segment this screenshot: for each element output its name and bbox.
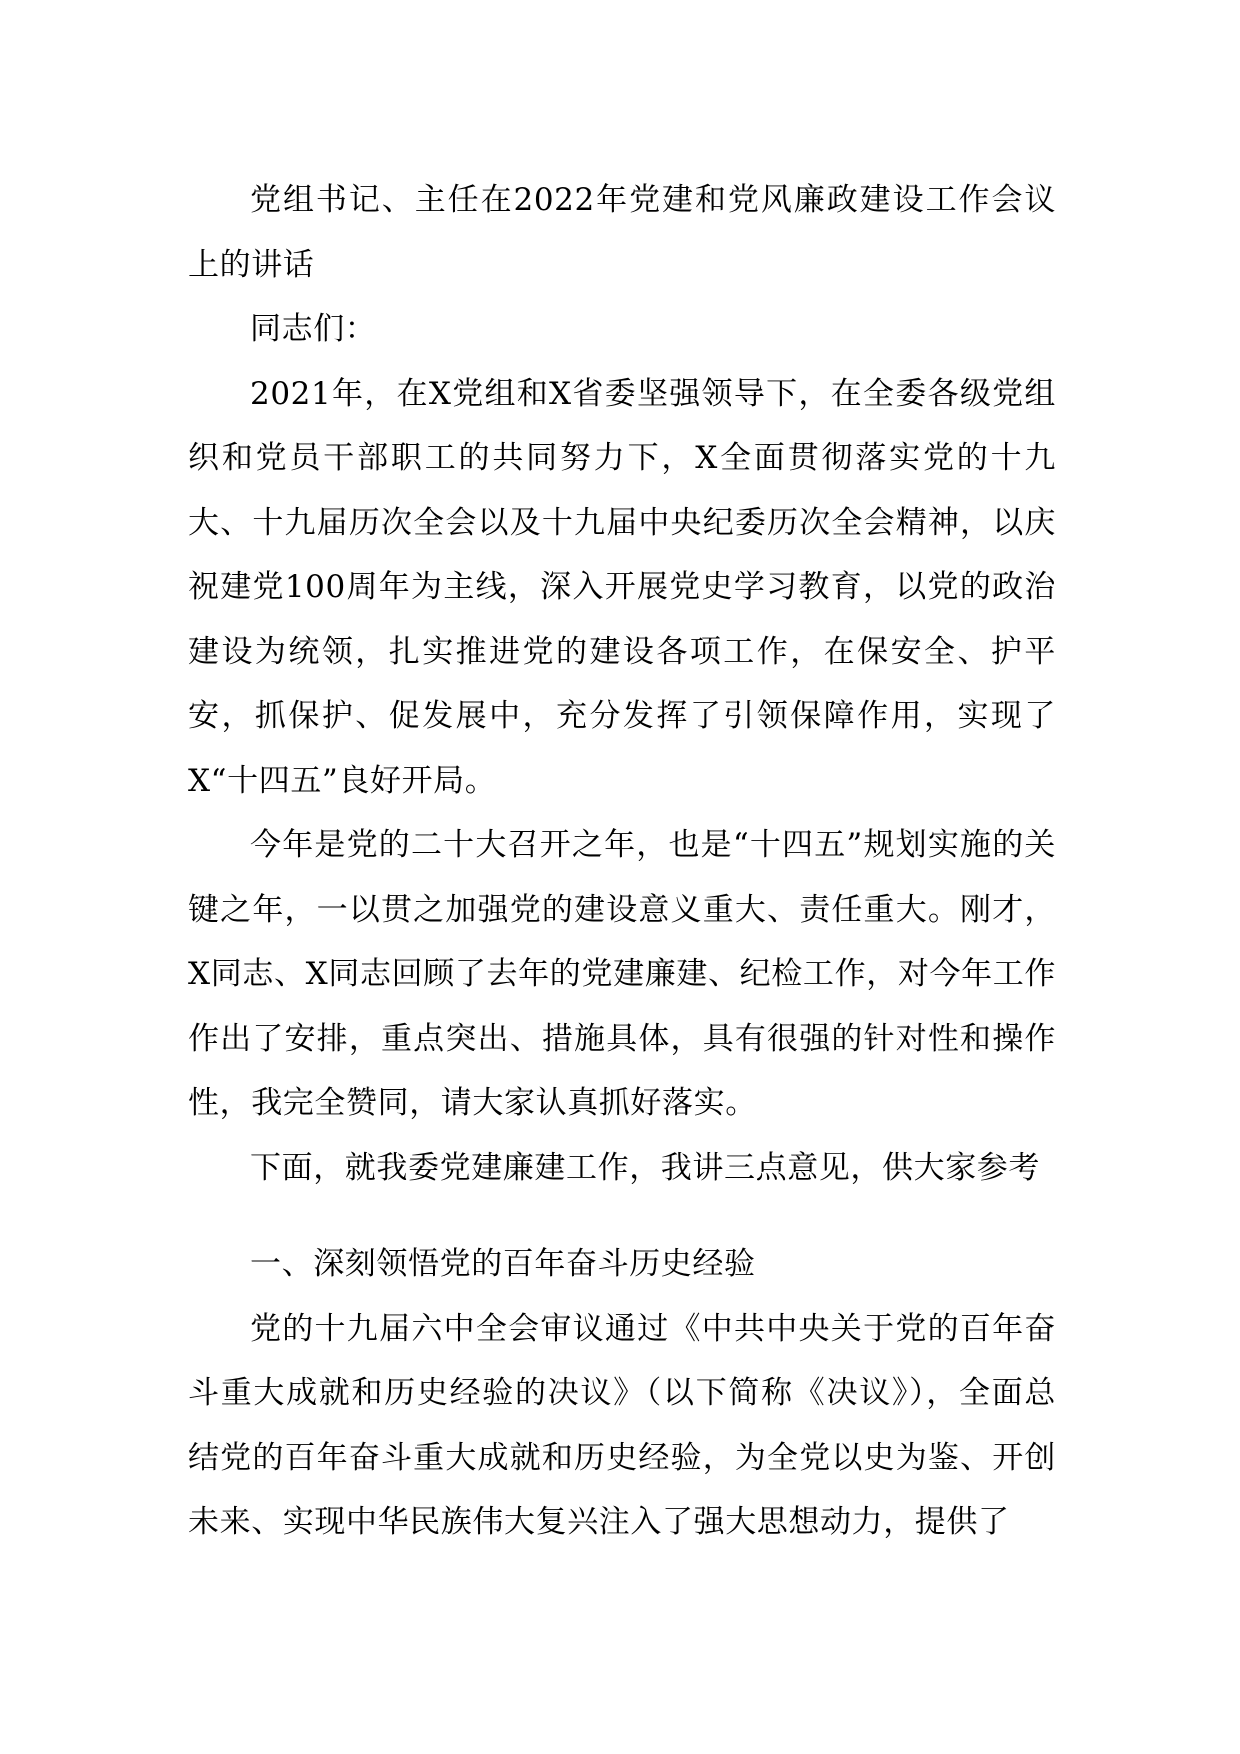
document-title: 党组书记、主任在2022年党建和党风廉政建设工作会议上的讲话 [188, 182, 1056, 283]
body-paragraph-3: 下面，就我委党建廉建工作，我讲三点意见，供大家参考 [250, 1149, 1040, 1186]
section-heading-1: 一、深刻领悟党的百年奋斗历史经验 [250, 1246, 756, 1282]
salutation: 同志们： [250, 311, 377, 347]
document-body [188, 168, 1056, 1555]
body-paragraph-4: 党的十九届六中全会审议通过《中共中央关于党的百年奋斗重大成就和历史经验的决议》（以下简称《决议》），全面总结党的百年奋斗重大成就和历史经验，为全党以史为鉴、开创未来、实现中华民族伟大复兴注入了强大思想动力，提供了 [188, 1310, 1056, 1540]
body-paragraph-2: 今年是党的二十大召开之年，也是“十四五”规划实施的关键之年，一以贯之加强党的建设意义重大、责任重大。刚才，X同志、X同志回顾了去年的党建廉建、纪检工作，对今年工作作出了安排，重点突出、措施具体，具有很强的针对性和操作性，我完全赞同，请大家认真抓好落实。 [188, 827, 1056, 1121]
body-paragraph-1: 2021年，在X党组和X省委坚强领导下，在全委各级党组织和党员干部职工的共同努力下，X全面贯彻落实党的十九大、十九届历次全会以及十九届中央纪委历次全会精神，以庆祝建党100周年为主线，深入开展党史学习教育，以党的政治建设为统领，扎实推进党的建设各项工作，在保安全、护平安，抓保护、促发展中，充分发挥了引领保障作用，实现了X“十四五”良好开局。 [188, 375, 1056, 799]
